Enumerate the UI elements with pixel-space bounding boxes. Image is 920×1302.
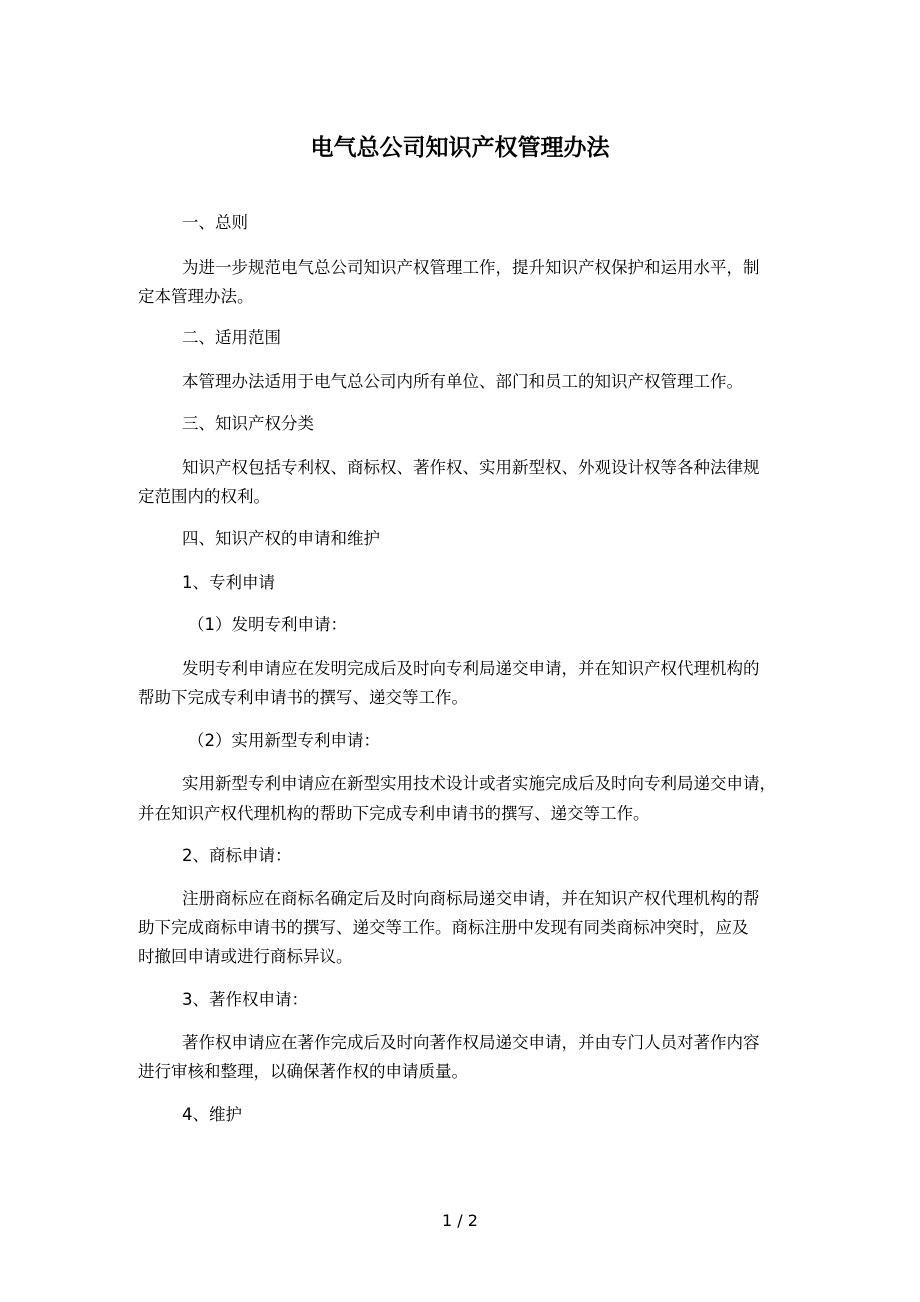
paragraph-line: 助下完成商标申请书的撰写、递交等工作。商标注册中发现有同类商标冲突时，应及 <box>138 918 749 937</box>
section-heading: 三、知识产权分类 <box>182 414 314 433</box>
section-heading: 二、适用范围 <box>182 328 281 347</box>
subsection-heading: （1）发明专利申请： <box>188 615 347 634</box>
section-heading: 一、总则 <box>182 213 248 232</box>
paragraph-line: 定本管理办法。 <box>138 287 254 306</box>
paragraph-line: 实用新型专利申请应在新型实用技术设计或者实施完成后及时向专利局递交申请， <box>182 774 776 793</box>
paragraph-line: 并在知识产权代理机构的帮助下完成专利申请书的撰写、递交等工作。 <box>138 804 650 823</box>
paragraph-line: 知识产权包括专利权、商标权、著作权、实用新型权、外观设计权等各种法律规 <box>182 458 760 477</box>
page-number: 1 / 2 <box>442 1211 478 1230</box>
paragraph-line: 著作权申请应在著作完成后及时向著作权局递交申请，并由专门人员对著作内容 <box>182 1033 760 1052</box>
paragraph-line: 进行审核和整理，以确保著作权的申请质量。 <box>138 1062 468 1081</box>
subsection-heading: 3、著作权申请： <box>182 990 308 1009</box>
section-heading: 四、知识产权的申请和维护 <box>182 529 380 548</box>
paragraph-line: 定范围内的权利。 <box>138 487 270 506</box>
paragraph-line: 注册商标应在商标名确定后及时向商标局递交申请，并在知识产权代理机构的帮 <box>182 889 760 908</box>
paragraph-line: 为进一步规范电气总公司知识产权管理工作，提升知识产权保护和运用水平，制 <box>182 258 760 277</box>
document-title: 电气总公司知识产权管理办法 <box>310 135 610 161</box>
subsection-heading: 2、商标申请： <box>182 846 292 865</box>
paragraph-line: 帮助下完成专利申请书的撰写、递交等工作。 <box>138 688 468 707</box>
paragraph-line: 本管理办法适用于电气总公司内所有单位、部门和员工的知识产权管理工作。 <box>182 372 743 391</box>
subsection-heading: 1、专利申请 <box>182 573 275 592</box>
paragraph-line: 发明专利申请应在发明完成后及时向专利局递交申请，并在知识产权代理机构的 <box>182 659 760 678</box>
paragraph-line: 时撤回申请或进行商标异议。 <box>138 947 353 966</box>
subsection-heading: （2）实用新型专利申请： <box>188 731 380 750</box>
subsection-heading: 4、维护 <box>182 1105 242 1124</box>
